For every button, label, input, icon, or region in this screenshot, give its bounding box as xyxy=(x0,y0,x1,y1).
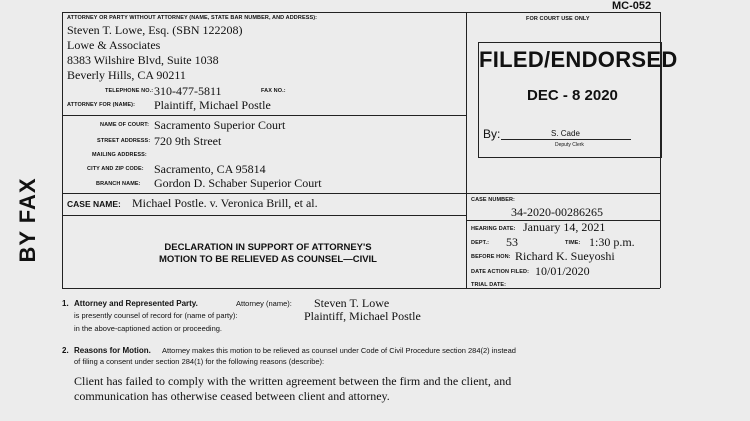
case-name-label: CASE NAME: xyxy=(67,199,121,209)
item2-number: 2. xyxy=(62,346,69,355)
item1-number: 1. xyxy=(62,299,69,308)
frame-left xyxy=(62,12,63,288)
mailing-address-label: MAILING ADDRESS: xyxy=(92,152,147,158)
reason-line-2: communication has otherwise ceased between client and attorney. xyxy=(74,389,390,403)
fax-label: FAX NO.: xyxy=(261,88,286,94)
court-name-value: Sacramento Superior Court xyxy=(154,118,286,132)
stamp-date: DEC - 8 2020 xyxy=(527,87,618,104)
item1-attorney-name: Steven T. Lowe xyxy=(314,296,390,310)
attorney-firm: Lowe & Associates xyxy=(67,38,161,52)
frame-bottom xyxy=(62,288,660,289)
signature-line xyxy=(501,139,631,140)
attorney-city: Beverly Hills, CA 90211 xyxy=(67,68,186,82)
form-number: MC-052 xyxy=(612,0,652,12)
document-title-line2: MOTION TO BE RELIEVED AS COUNSEL—CIVIL xyxy=(159,254,377,265)
stamp-title: FILED/ENDORSED xyxy=(479,47,678,72)
attorney-name: Steven T. Lowe, Esq. (SBN 122208) xyxy=(67,23,243,37)
stamp-by-label: By: xyxy=(483,127,501,141)
court-use-label: FOR COURT USE ONLY xyxy=(526,16,590,22)
action-filed-value: 10/01/2020 xyxy=(535,264,590,278)
item1-action-text: in the above-captioned action or proceeding. xyxy=(74,324,223,333)
item2-heading: Reasons for Motion. xyxy=(74,346,151,355)
attorney-street: 8383 Wilshire Blvd, Suite 1038 xyxy=(67,53,219,67)
case-row-top xyxy=(62,193,660,194)
dept-label: DEPT.: xyxy=(471,240,490,246)
court-street-value: 720 9th Street xyxy=(154,134,222,148)
court-city-label: CITY AND ZIP CODE: xyxy=(87,166,144,172)
clerk-signature: S. Cade xyxy=(551,129,580,138)
attorney-for-label: ATTORNEY FOR (NAME): xyxy=(67,102,135,108)
case-row-bottom xyxy=(62,215,466,216)
case-name-value: Michael Postle. v. Veronica Brill, et al. xyxy=(132,196,318,210)
reason-line-1: Client has failed to comply with the written agreement between the firm and the client, and xyxy=(74,374,512,388)
telephone-label: TELEPHONE NO.: xyxy=(105,88,154,94)
time-label: TIME: xyxy=(565,240,581,246)
attorney-label: ATTORNEY OR PARTY WITHOUT ATTORNEY (NAME, STATE BAR NUMBER, AND ADDRESS): xyxy=(67,15,318,21)
frame-divider xyxy=(466,12,467,288)
clerk-title: Deputy Clerk xyxy=(555,142,584,148)
action-filed-label: DATE ACTION FILED: xyxy=(471,269,530,275)
court-section-top xyxy=(62,115,466,116)
court-street-label: STREET ADDRESS: xyxy=(97,138,151,144)
document-title xyxy=(70,242,466,266)
document-title-line1: DECLARATION IN SUPPORT OF ATTORNEY'S xyxy=(164,242,372,253)
dept-value: 53 xyxy=(506,235,518,249)
time-value: 1:30 p.m. xyxy=(589,235,635,249)
hearing-date-label: HEARING DATE: xyxy=(471,226,516,232)
telephone-value: 310-477-5811 xyxy=(154,84,222,98)
item1-party-name: Plaintiff, Michael Postle xyxy=(304,309,421,323)
branch-label: BRANCH NAME: xyxy=(96,181,141,187)
item2-text-a: Attorney makes this motion to be relieved as counsel under Code of Civil Procedure section 284(2) instead xyxy=(162,346,516,355)
court-name-label: NAME OF COURT: xyxy=(100,122,150,128)
item2-text-b: of filing a consent under section 284(1) for the following reasons (describe): xyxy=(74,357,325,366)
item1-heading: Attorney and Represented Party. xyxy=(74,299,198,308)
hearing-date-value: January 14, 2021 xyxy=(523,220,606,234)
court-city-value: Sacramento, CA 95814 xyxy=(154,162,266,176)
item1-counsel-text: is presently counsel of record for (name of party): xyxy=(74,311,238,320)
frame-top xyxy=(62,12,660,13)
by-fax-text: BY FAX xyxy=(15,177,40,263)
attorney-for-value: Plaintiff, Michael Postle xyxy=(154,98,271,112)
item1-attorney-label: Attorney (name): xyxy=(236,299,292,308)
branch-value: Gordon D. Schaber Superior Court xyxy=(154,176,322,190)
filed-endorsed-stamp xyxy=(478,42,678,158)
case-number-value: 34-2020-00286265 xyxy=(511,205,603,219)
case-number-label: CASE NUMBER: xyxy=(471,197,515,203)
by-fax-note xyxy=(14,175,42,265)
trial-date-label: TRIAL DATE: xyxy=(471,282,507,288)
before-hon-value: Richard K. Sueyoshi xyxy=(515,249,615,263)
before-hon-label: BEFORE HON: xyxy=(471,254,511,260)
